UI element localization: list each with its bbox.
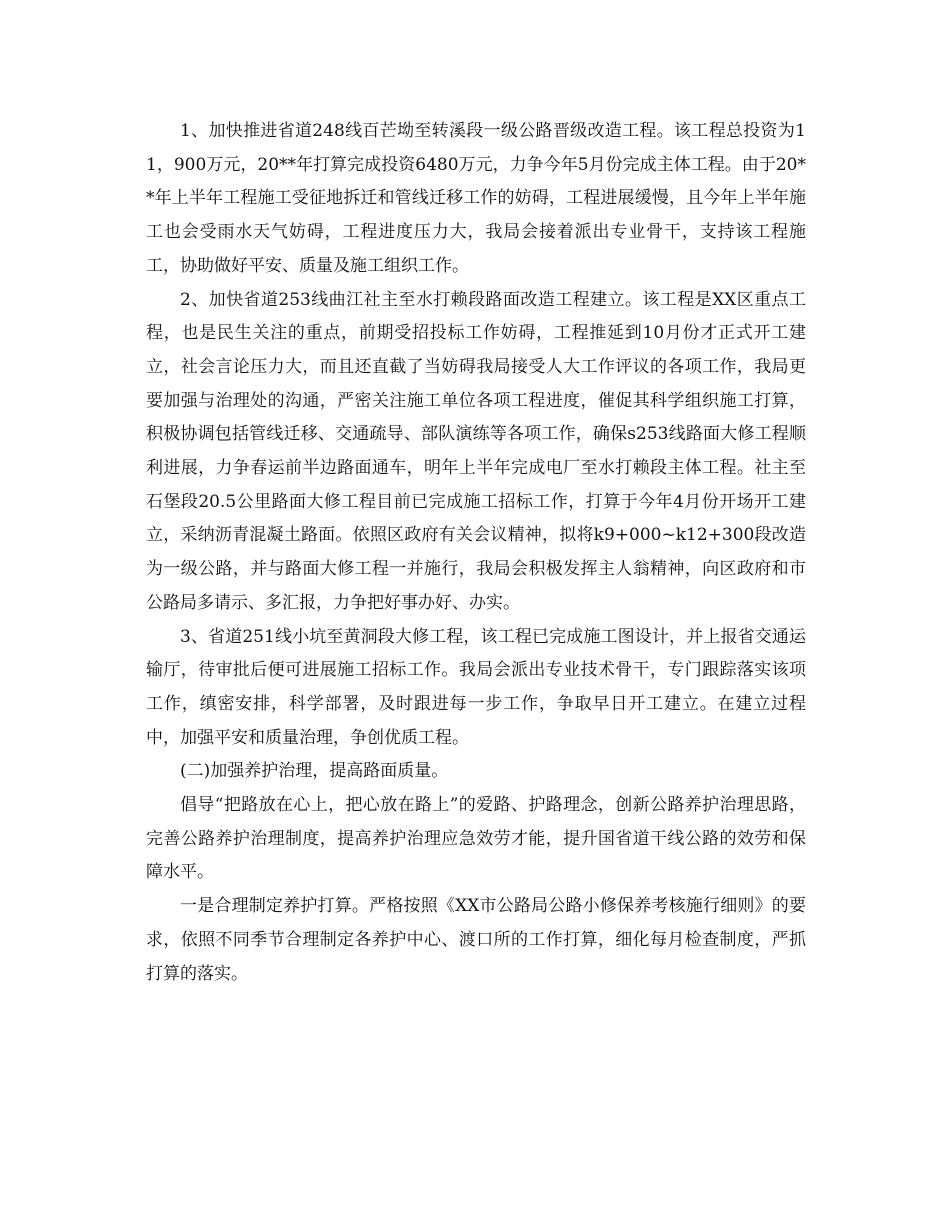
paragraph-project-248: 1、加快推进省道248线百芒坳至转溪段一级公路晋级改造工程。该工程总投资为11，900万元，20**年打算完成投资6480万元，力争今年5月份完成主体工程。由于20**年上半年工程施工受征地拆迁和管线迁移工作的妨碍，工程进展缓慢，且今年上半年施工也会受雨水天气妨碍，工程进度压力大，我局会接着派出专业骨干，支持该工程施工，协助做好平安、质量及施工组织工作。 <box>146 121 806 276</box>
paragraph-maintenance-philosophy: 倡导“把路放在心上，把心放在路上”的爱路、护路理念，创新公路养护治理思路，完善公路养护治理制度，提高养护治理应急效劳才能，提升国省道干线公路的效劳和保障水平。 <box>146 795 806 883</box>
document-body <box>146 115 806 991</box>
section-heading-maintenance: (二)加强养护治理，提高路面质量。 <box>180 761 449 782</box>
paragraph-project-251: 3、省道251线小坑至黄洞段大修工程，该工程已完成施工图设计，并上报省交通运输厅，待审批后便可进展施工招标工作。我局会派出专业技术骨干，专门跟踪落实该项工作，缜密安排，科学部署，及时跟进每一步工作，争取早日开工建立。在建立过程中，加强平安和质量治理，争创优质工程。 <box>146 626 806 748</box>
paragraph-project-253: 2、加快省道253线曲江社主至水打赖段路面改造工程建立。该工程是XX区重点工程，也是民生关注的重点，前期受招投标工作妨碍，工程推延到10月份才正式开工建立，社会言论压力大，而且还直截了当妨碍我局接受人大工作评议的各项工作，我局更要加强与治理处的沟通，严密关注施工单位各项工程进度，催促其科学组织施工打算，积极协调包括管线迁移、交通疏导、部队演练等各项工作，确保s253线路面大修工程顺利进展，力争春运前半边路面通车，明年上半年完成电厂至水打赖段主体工程。社主至石堡段20.5公里路面大修工程目前已完成施工招标工作，打算于今年4月份开场开工建立，采纳沥青混凝土路面。依照区政府有关会议精神，拟将k9+000~k12+300段改造为一级公路，并与路面大修工程一并施行，我局会积极发挥主人翁精神，向区政府和市公路局多请示、多汇报，力争把好事办好、办实。 <box>146 289 806 613</box>
paragraph-maintenance-plan: 一是合理制定养护打算。严格按照《XX市公路局公路小修保养考核施行细则》的要求，依照不同季节合理制定各养护中心、渡口所的工作打算，细化每月检查制度，严抓打算的落实。 <box>146 896 806 984</box>
